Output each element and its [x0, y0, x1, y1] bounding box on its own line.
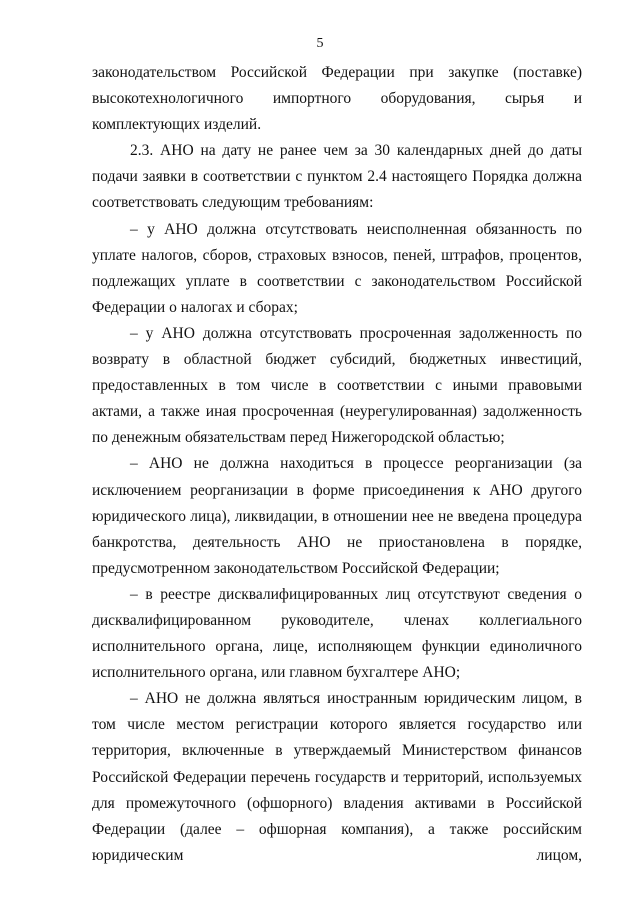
- paragraph-requirement-debt: – у АНО должна отсутствовать просроченная задолженность по возврату в областной бюджет субсидий, бюджетных инвестиций, предоставленных в том числе в соответствии с иными правовыми актами, а также иная просроченная (неурегулированная) задолженность по денежным обязательствам перед Нижегородской областью;: [92, 324, 582, 447]
- paragraph-requirement-reorganization: – АНО не должна находиться в процессе реорганизации (за исключением реорганизации в форме присоединения к АНО другого юридического лица), ликвидации, в отношении нее не введена процедура банкротства, деятельность АНО не приостановлена в порядке, предусмотренном законодательством Российской Федерации;: [92, 455, 582, 577]
- paragraph-requirement-taxes: – у АНО должна отсутствовать неисполненная обязанность по уплате налогов, сборов, страховых взносов, пеней, штрафов, процентов, подлежащих уплате в соответствии с законодательством Российской Федерации о налогах и сборах;: [92, 220, 582, 316]
- paragraph-requirement-offshore: – АНО не должна являться иностранным юридическим лицом, в том числе местом регистрации которого является государство или территория, включенные в утверждаемый Министерством финансов Российской Федерации перечень государств и территорий, используемых для промежуточного (офшорного) владения активами в Российской Федерации (далее – офшорная компания), а также российским юридическим лицом,: [92, 690, 582, 864]
- paragraph-continuation: законодательством Российской Федерации при закупке (поставке) высокотехнологичного импортного оборудования, сырья и комплектующих изделий.: [92, 64, 582, 134]
- document-body: [92, 60, 582, 869]
- page-number: 5: [316, 36, 324, 51]
- paragraph-section-2-3: 2.3. АНО на дату не ранее чем за 30 календарных дней до даты подачи заявки в соответствии с пунктом 2.4 настоящего Порядка должна соответствовать следующим требованиям:: [92, 142, 582, 212]
- paragraph-requirement-disqualified: – в реестре дисквалифицированных лиц отсутствуют сведения о дисквалифицированном руководителе, членах коллегиального исполнительного органа, лице, исполняющем функции единоличного исполнительного органа, или главном бухгалтере АНО;: [92, 585, 582, 682]
